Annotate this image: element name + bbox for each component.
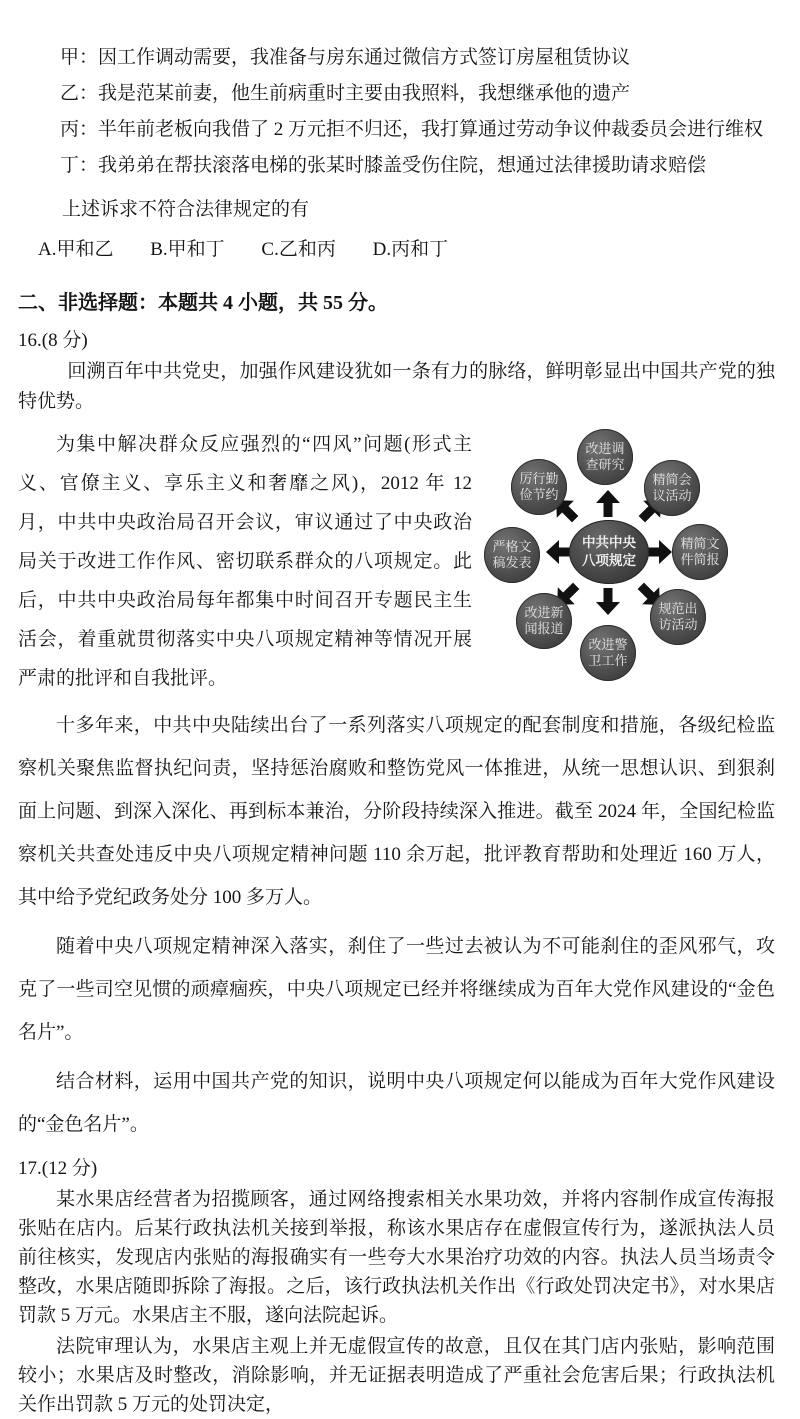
q16-paragraph-3: 随着中央八项规定精神深入落实，刹住了一些过去被认为不可能刹住的歪风邪气，攻克了一些司空见惯的顽瘴痼疾，中央八项规定已经并将继续成为百年大党作风建设的“金色名片”。 [18,936,775,1043]
arrow-down-icon [596,588,620,615]
eight-regulations-diagram [480,427,775,689]
regulation-node-thrift: 厉行勤俭节约 [511,459,567,515]
q16-task: 结合材料，运用中国共产党的知识，说明中央八项规定何以能成为百年大党作风建设的“金色名片”。 [18,1071,775,1135]
statement-yi: 乙：我是范某前妻，他生前病重时主要由我照料，我想继承他的遗产 [60,83,631,104]
statement-jia: 甲：因工作调动需要，我准备与房东通过微信方式签订房屋租赁协议 [60,47,631,68]
option-c: C.乙和丙 [261,239,336,260]
q17-paragraph-1: 某水果店经营者为招揽顾客，通过网络搜索相关水果功效，并将内容制作成宣传海报张贴在店内。后某行政执法机关接到举报，称该水果店存在虚假宣传行为，遂派执法人员前往核实，发现店内张贴的海报确实有一些夸大水果治疗功效的内容。执法人员当场责令整改，水果店随即拆除了海报。之后，该行政执法机关作出《行政处罚决定书》，对水果店罚款 5 万元。水果店主不服，遂向法院起诉。 [18,1189,775,1326]
answer-options [38,234,775,266]
mcq-statements [60,40,775,184]
statement-ding: 丁：我弟弟在帮扶滚落电梯的张某时膝盖受伤住院，想通过法律援助请求赔偿 [60,155,707,176]
regulation-node-manuscripts: 严格文稿发表 [484,527,540,583]
q16-body [18,425,775,698]
q16-number: 16.(8 分) [18,330,88,351]
q16-paragraph-1: 为集中解决群众反应强烈的“四风”问题(形式主义、官僚主义、享乐主义和奢靡之风)，2012 年 12 月，中共中央政治局召开会议，审议通过了中央政治局关于改进工作作风、密切联系群众的八项规定。此后，中共中央政治局每年都集中时间召开专题民主生活会，着重就贯彻落实中央八项规定精神等情况开展严肃的批评和自我批评。 [18,434,472,689]
arrow-up-icon [596,490,620,517]
option-a: A.甲和乙 [38,239,114,260]
section2-header: 二、非选择题：本题共 4 小题，共 55 分。 [18,292,388,314]
regulation-node-news: 改进新闻报道 [516,593,572,649]
option-b: B.甲和丁 [150,239,225,260]
arrow-right-icon [645,540,672,564]
diagram-center-node: 中共中央八项规定 [569,520,649,584]
q16-intro: 回溯百年中共党史，加强作风建设犹如一条有力的脉络，鲜明彰显出中国共产党的独特优势。 [18,361,775,412]
regulation-node-research: 改进调查研究 [577,429,633,485]
q17-paragraph-2: 法院审理认为，水果店主观上并无虚假宣传的故意，且仅在其门店内张贴，影响范围较小；水果店及时整改，消除影响，并无证据表明造成了严重社会危害后果；行政执法机关作出罚款 5 万元的处罚决定， [18,1336,775,1415]
statement-bing: 丙：半年前老板向我借了 2 万元拒不归还，我打算通过劳动争议仲裁委员会进行维权 [60,119,764,140]
q16-paragraph-2: 十多年来，中共中央陆续出台了一系列落实八项规定的配套制度和措施，各级纪检监察机关聚焦监督执纪问责，坚持惩治腐败和整饬党风一体推进，从统一思想认识、到狠刹面上问题、到深入深化、再到标本兼治，分阶段持续深入推进。截至 2024 年，全国纪检监察机关共查处违反中央八项规定精神问题 110 余万起，批评教育帮助和处理近 160 万人，其中给予党纪政务处分 100 多万人。 [18,715,775,908]
regulation-node-documents: 精简文件简报 [672,524,728,580]
regulation-node-visits: 规范出访活动 [650,589,706,645]
option-d: D.丙和丁 [372,239,449,260]
regulation-node-security: 改进警卫工作 [580,625,636,681]
regulation-node-meetings: 精简会议活动 [644,460,700,516]
q17-number: 17.(12 分) [18,1158,98,1179]
question-stem: 上述诉求不符合法律规定的有 [62,199,310,220]
